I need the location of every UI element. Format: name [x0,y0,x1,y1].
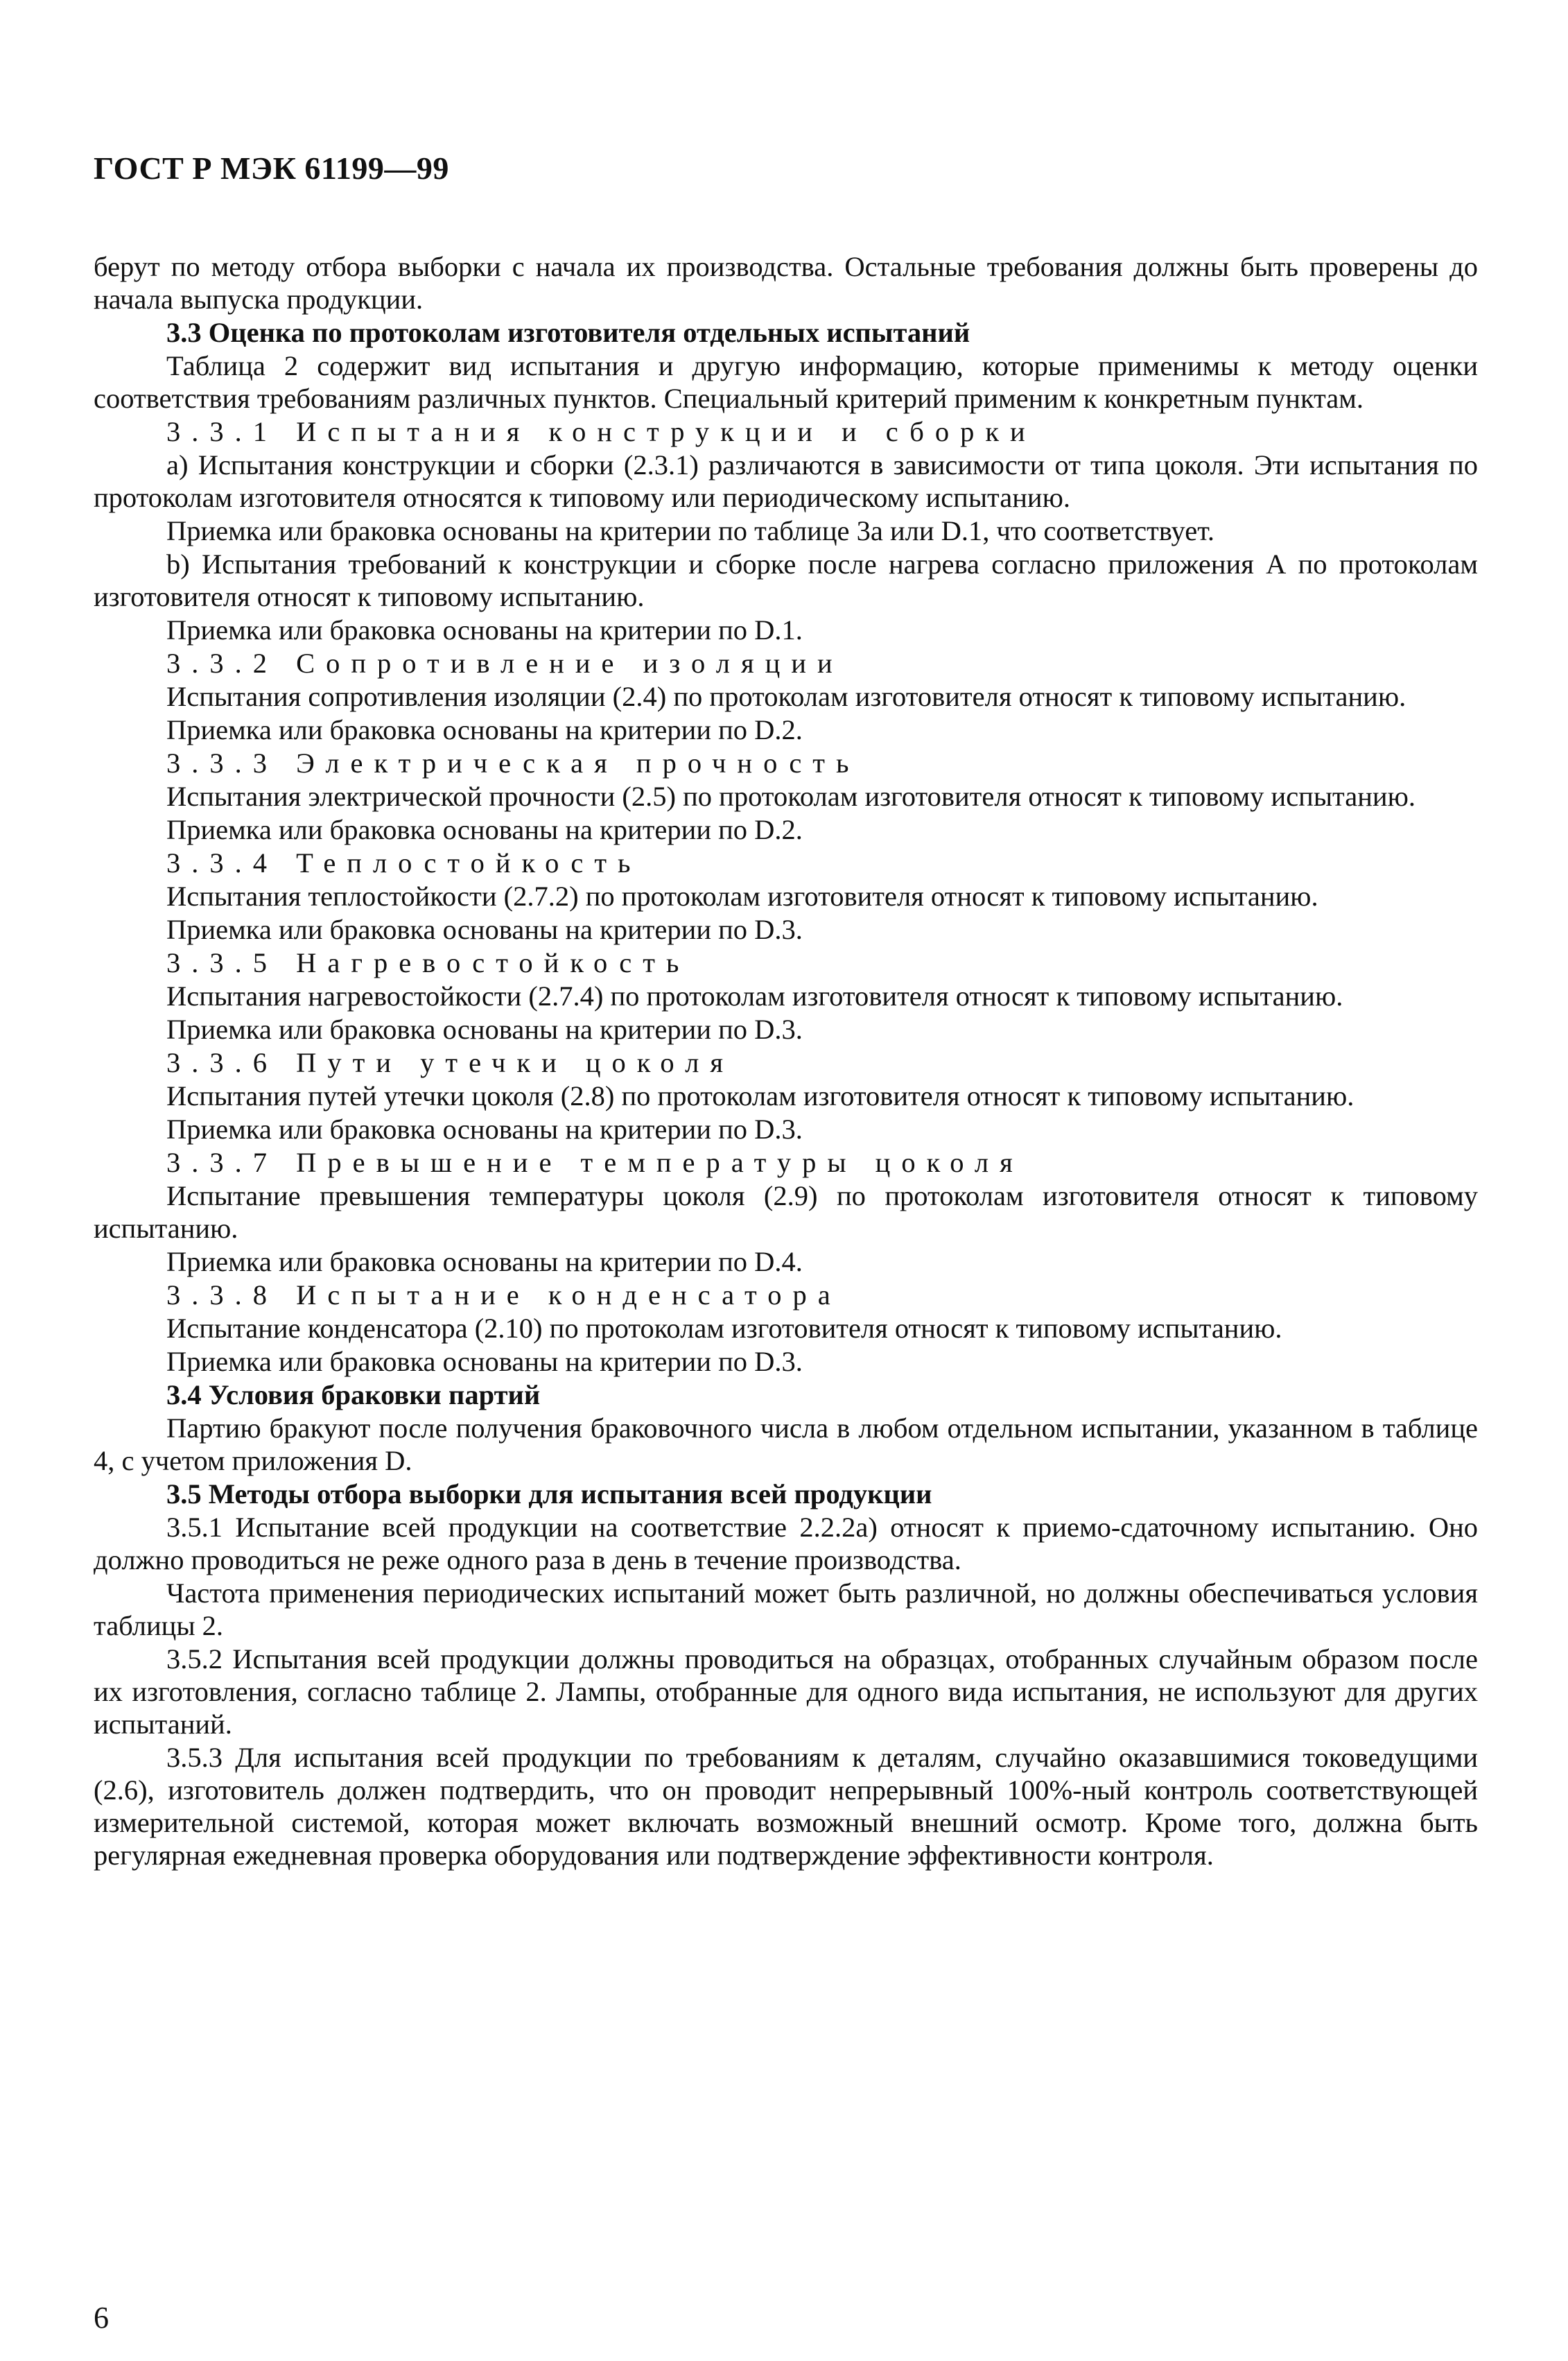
paragraph: 3.5.3 Для испытания всей продукции по требованиям к деталям, случайно оказавшимися токоведущими (2.6), изготовитель должен подтвердить, что он проводит непрерывный 100%-ный контроль соответствующей измерительной системой, которая может включать возможный внешний осмотр. Кроме того, должна быть регулярная ежедневная проверка оборудования или подтверждение эффективности контроля. [94,1742,1478,1871]
subsection-heading: 3.3.7 Превышение температуры цоколя [166,1147,1024,1178]
subsection-heading: 3.3.5 Нагревостойкость [166,947,690,978]
paragraph: Приемка или браковка основаны на критерии по D.2. [166,814,803,845]
subsection-heading: 3.3.8 Испытание конденсатора [166,1279,842,1311]
section-heading: 3.3 Оценка по протоколам изготовителя отдельных испытаний [166,317,970,348]
section-heading: 3.4 Условия браковки партий [166,1379,541,1410]
paragraph: Приемка или браковка основаны на критерии по D.1. [166,614,803,646]
page-header: ГОСТ Р МЭК 61199—99 [94,150,449,186]
paragraph: берут по методу отбора выборки с начала их производства. Остальные требования должны быть проверены до начала выпуска продукции. [94,251,1478,315]
document-body [94,250,1478,1871]
paragraph: Таблица 2 содержит вид испытания и другую информацию, которые применимы к методу оценки соответствия требованиям различных пунктов. Специальный критерий применим к конкретным пунктам. [94,350,1478,414]
subsection-heading: 3.3.3 Электрическая прочность [166,747,860,779]
paragraph: 3.5.2 Испытания всей продукции должны проводиться на образцах, отобранных случайным образом после их изготовления, согласно таблице 2. Лампы, отобранные для одного вида испытания, не используют для других испытаний. [94,1643,1478,1740]
paragraph: b) Испытания требований к конструкции и сборке после нагрева согласно приложения А по протоколам изготовителя относят к типовому испытанию. [94,548,1478,612]
subsection-heading: 3.3.6 Пути утечки цоколя [166,1047,734,1078]
paragraph: Испытания нагревостойкости (2.7.4) по протоколам изготовителя относят к типовому испытанию. [166,980,1343,1012]
paragraph: Испытание конденсатора (2.10) по протоколам изготовителя относят к типовому испытанию. [166,1313,1282,1344]
paragraph: Частота применения периодических испытаний может быть различной, но должны обеспечиваться условия таблицы 2. [94,1577,1478,1641]
paragraph: Испытания электрической прочности (2.5) по протоколам изготовителя относят к типовому испытанию. [166,781,1415,812]
paragraph: Партию бракуют после получения браковочного числа в любом отдельном испытании, указанном в таблице 4, с учетом приложения D. [94,1412,1478,1476]
paragraph: Приемка или браковка основаны на критерии по D.2. [166,714,803,745]
paragraph: Испытания сопротивления изоляции (2.4) по протоколам изготовителя относят к типовому испытанию. [166,681,1406,712]
paragraph: а) Испытания конструкции и сборки (2.3.1) различаются в зависимости от типа цоколя. Эти испытания по протоколам изготовителя относятся к типовому или периодическому испытанию. [94,449,1478,513]
paragraph: Приемка или браковка основаны на критерии по D.3. [166,1014,803,1045]
subsection-heading: 3.3.4 Теплостойкость [166,847,642,879]
paragraph: Приемка или браковка основаны на критерии по D.3. [166,914,803,945]
page-number: 6 [94,2301,109,2335]
paragraph: Испытания теплостойкости (2.7.2) по протоколам изготовителя относят к типовому испытанию. [166,881,1318,912]
section-heading: 3.5 Методы отбора выборки для испытания всей продукции [166,1478,932,1510]
paragraph: Испытание превышения температуры цоколя (2.9) по протоколам изготовителя относят к типовому испытанию. [94,1180,1478,1244]
subsection-heading: 3.3.2 Сопротивление изоляции [166,648,844,679]
paragraph: Приемка или браковка основаны на критерии по таблице 3а или D.1, что соответствует. [166,515,1214,546]
paragraph: Приемка или браковка основаны на критерии по D.4. [166,1246,803,1277]
paragraph: 3.5.1 Испытание всей продукции на соответствие 2.2.2а) относят к приемо-сдаточному испытанию. Оно должно проводиться не реже одного раза в день в течение производства. [94,1512,1478,1575]
paragraph: Приемка или браковка основаны на критерии по D.3. [166,1114,803,1145]
paragraph: Испытания путей утечки цоколя (2.8) по протоколам изготовителя относят к типовому испытанию. [166,1080,1354,1112]
paragraph: Приемка или браковка основаны на критерии по D.3. [166,1346,803,1377]
subsection-heading: 3.3.1 Испытания конструкции и сборки [166,416,1036,447]
